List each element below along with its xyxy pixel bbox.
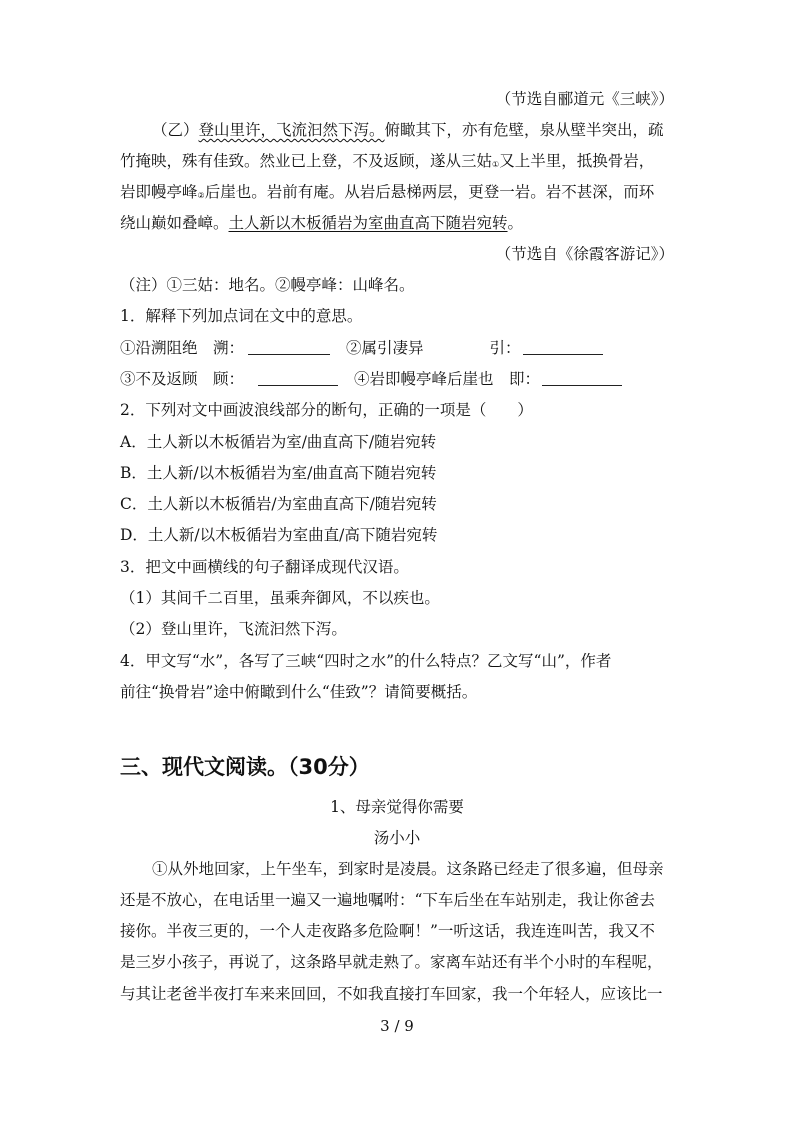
passage-b-text: 竹掩映，殊有佳致。然业已上登，不及返顾，遂从三姑 [120, 152, 493, 170]
answer-blank-2[interactable] [523, 340, 603, 355]
question-2-stem: 2．下列对文中画波浪线部分的断句，正确的一项是（ ） [120, 401, 533, 419]
source-citation-a: （节选自郦道元《三峡》） [495, 90, 674, 108]
question-1-item-2-label: 引： [489, 339, 521, 357]
question-1-item-1: ①沿溯阻绝 溯： [120, 339, 245, 357]
passage-b-line-3 [120, 182, 654, 206]
annotation-notes: （注）①三姑：地名。②幔亭峰：山峰名。 [120, 276, 415, 294]
answer-blank-3[interactable] [258, 371, 338, 386]
section-heading: 三、现代文阅读。（30分） [120, 755, 370, 779]
footnote-marker-2: ② [197, 191, 205, 200]
page-number: 3 / 9 [380, 1017, 414, 1035]
question-1-row-1 [120, 338, 603, 358]
passage-b-text: 又上半里，抵换骨岩， [499, 152, 655, 170]
passage-b-line-4 [120, 213, 523, 233]
question-4-line-2: 前往“换骨岩”途中俯瞰到什么“佳致”？请简要概括。 [120, 683, 478, 701]
passage-b-line-2 [120, 151, 654, 175]
article-paragraph-line-1: ①从外地回家，上午坐车，到家时是凌晨。这条路已经走了很多遍，但母亲 [152, 860, 664, 878]
source-citation-b: （节选自《徐霞客游记》） [495, 245, 674, 263]
question-3-item-1: （1）其间千二百里，虽乘奔御风，不以疾也。 [120, 589, 440, 607]
passage-b-text: 。 [507, 214, 524, 232]
passage-b-text: 绕山巅如叠嶂。 [120, 214, 229, 232]
answer-blank-4[interactable] [542, 371, 622, 386]
passage-b-line-1 [152, 120, 664, 140]
question-3-stem: 3．把文中画横线的句子翻译成现代汉语。 [120, 558, 409, 576]
question-3-item-2: （2）登山里许，飞流汩然下泻。 [120, 620, 347, 638]
article-paragraph-line-5: 与其让老爸半夜打车来来回回，不如我直接打车回家，我一个年轻人，应该比一 [120, 985, 663, 1003]
underlined-sentence: 土人新以木板循岩为室曲直高下随岩宛转 [228, 214, 508, 232]
article-paragraph-line-4: 是三岁小孩子，再说了，这条路早就走熟了。家离车站还有半个小时的车程呢， [120, 953, 663, 971]
answer-blank-1[interactable] [248, 340, 330, 355]
question-2-option-c[interactable]: C．土人新以木板循岩/为室曲直高下/随岩宛转 [120, 495, 437, 513]
article-paragraph-line-2: 还是不放心，在电话里一遍又一遍地嘱咐：“下车后坐在车站别走，我让你爸去 [120, 891, 655, 909]
article-title: 1、母亲觉得你需要 [330, 798, 464, 816]
article-paragraph-line-3: 接你。半夜三更的，一个人走夜路多危险啊！”一听这话，我连连叫苦，我又不 [120, 922, 655, 940]
passage-b-text: 岩即幔亭峰 [120, 183, 198, 201]
question-1-row-2 [120, 369, 622, 389]
passage-b-text: 后崖也。岩前有庵。从岩后悬梯两层，更登一岩。岩不甚深，而环 [204, 183, 655, 201]
question-1-stem: 1．解释下列加点词在文中的意思。 [120, 307, 363, 325]
question-4-line-1: 4．甲文写“水”，各写了三峡“四时之水”的什么特点？乙文写“山”，作者 [120, 652, 612, 670]
question-1-item-3: ③不及返顾 顾： [120, 370, 245, 388]
article-author: 汤小小 [373, 829, 421, 847]
question-2-option-a[interactable]: A．土人新以木板循岩为室/曲直高下/随岩宛转 [120, 433, 437, 451]
question-2-option-b[interactable]: B．土人新/以木板循岩为室/曲直高下随岩宛转 [120, 464, 437, 482]
wavy-underlined-sentence: 登山里许，飞流汩然下泻。 [198, 121, 385, 139]
footnote-marker-1: ① [492, 160, 500, 169]
question-1-item-2: ②属引凄异 [346, 339, 424, 357]
question-2-option-d[interactable]: D．土人新/以木板循岩为室曲直/高下随岩宛转 [120, 526, 438, 544]
passage-b-text: 俯瞰其下，亦有危壁，泉从壁半突出，疏 [384, 121, 664, 139]
question-1-item-4: ④岩即幔亭峰后崖也 即： [354, 370, 541, 388]
passage-b-label: （乙） [152, 121, 199, 139]
